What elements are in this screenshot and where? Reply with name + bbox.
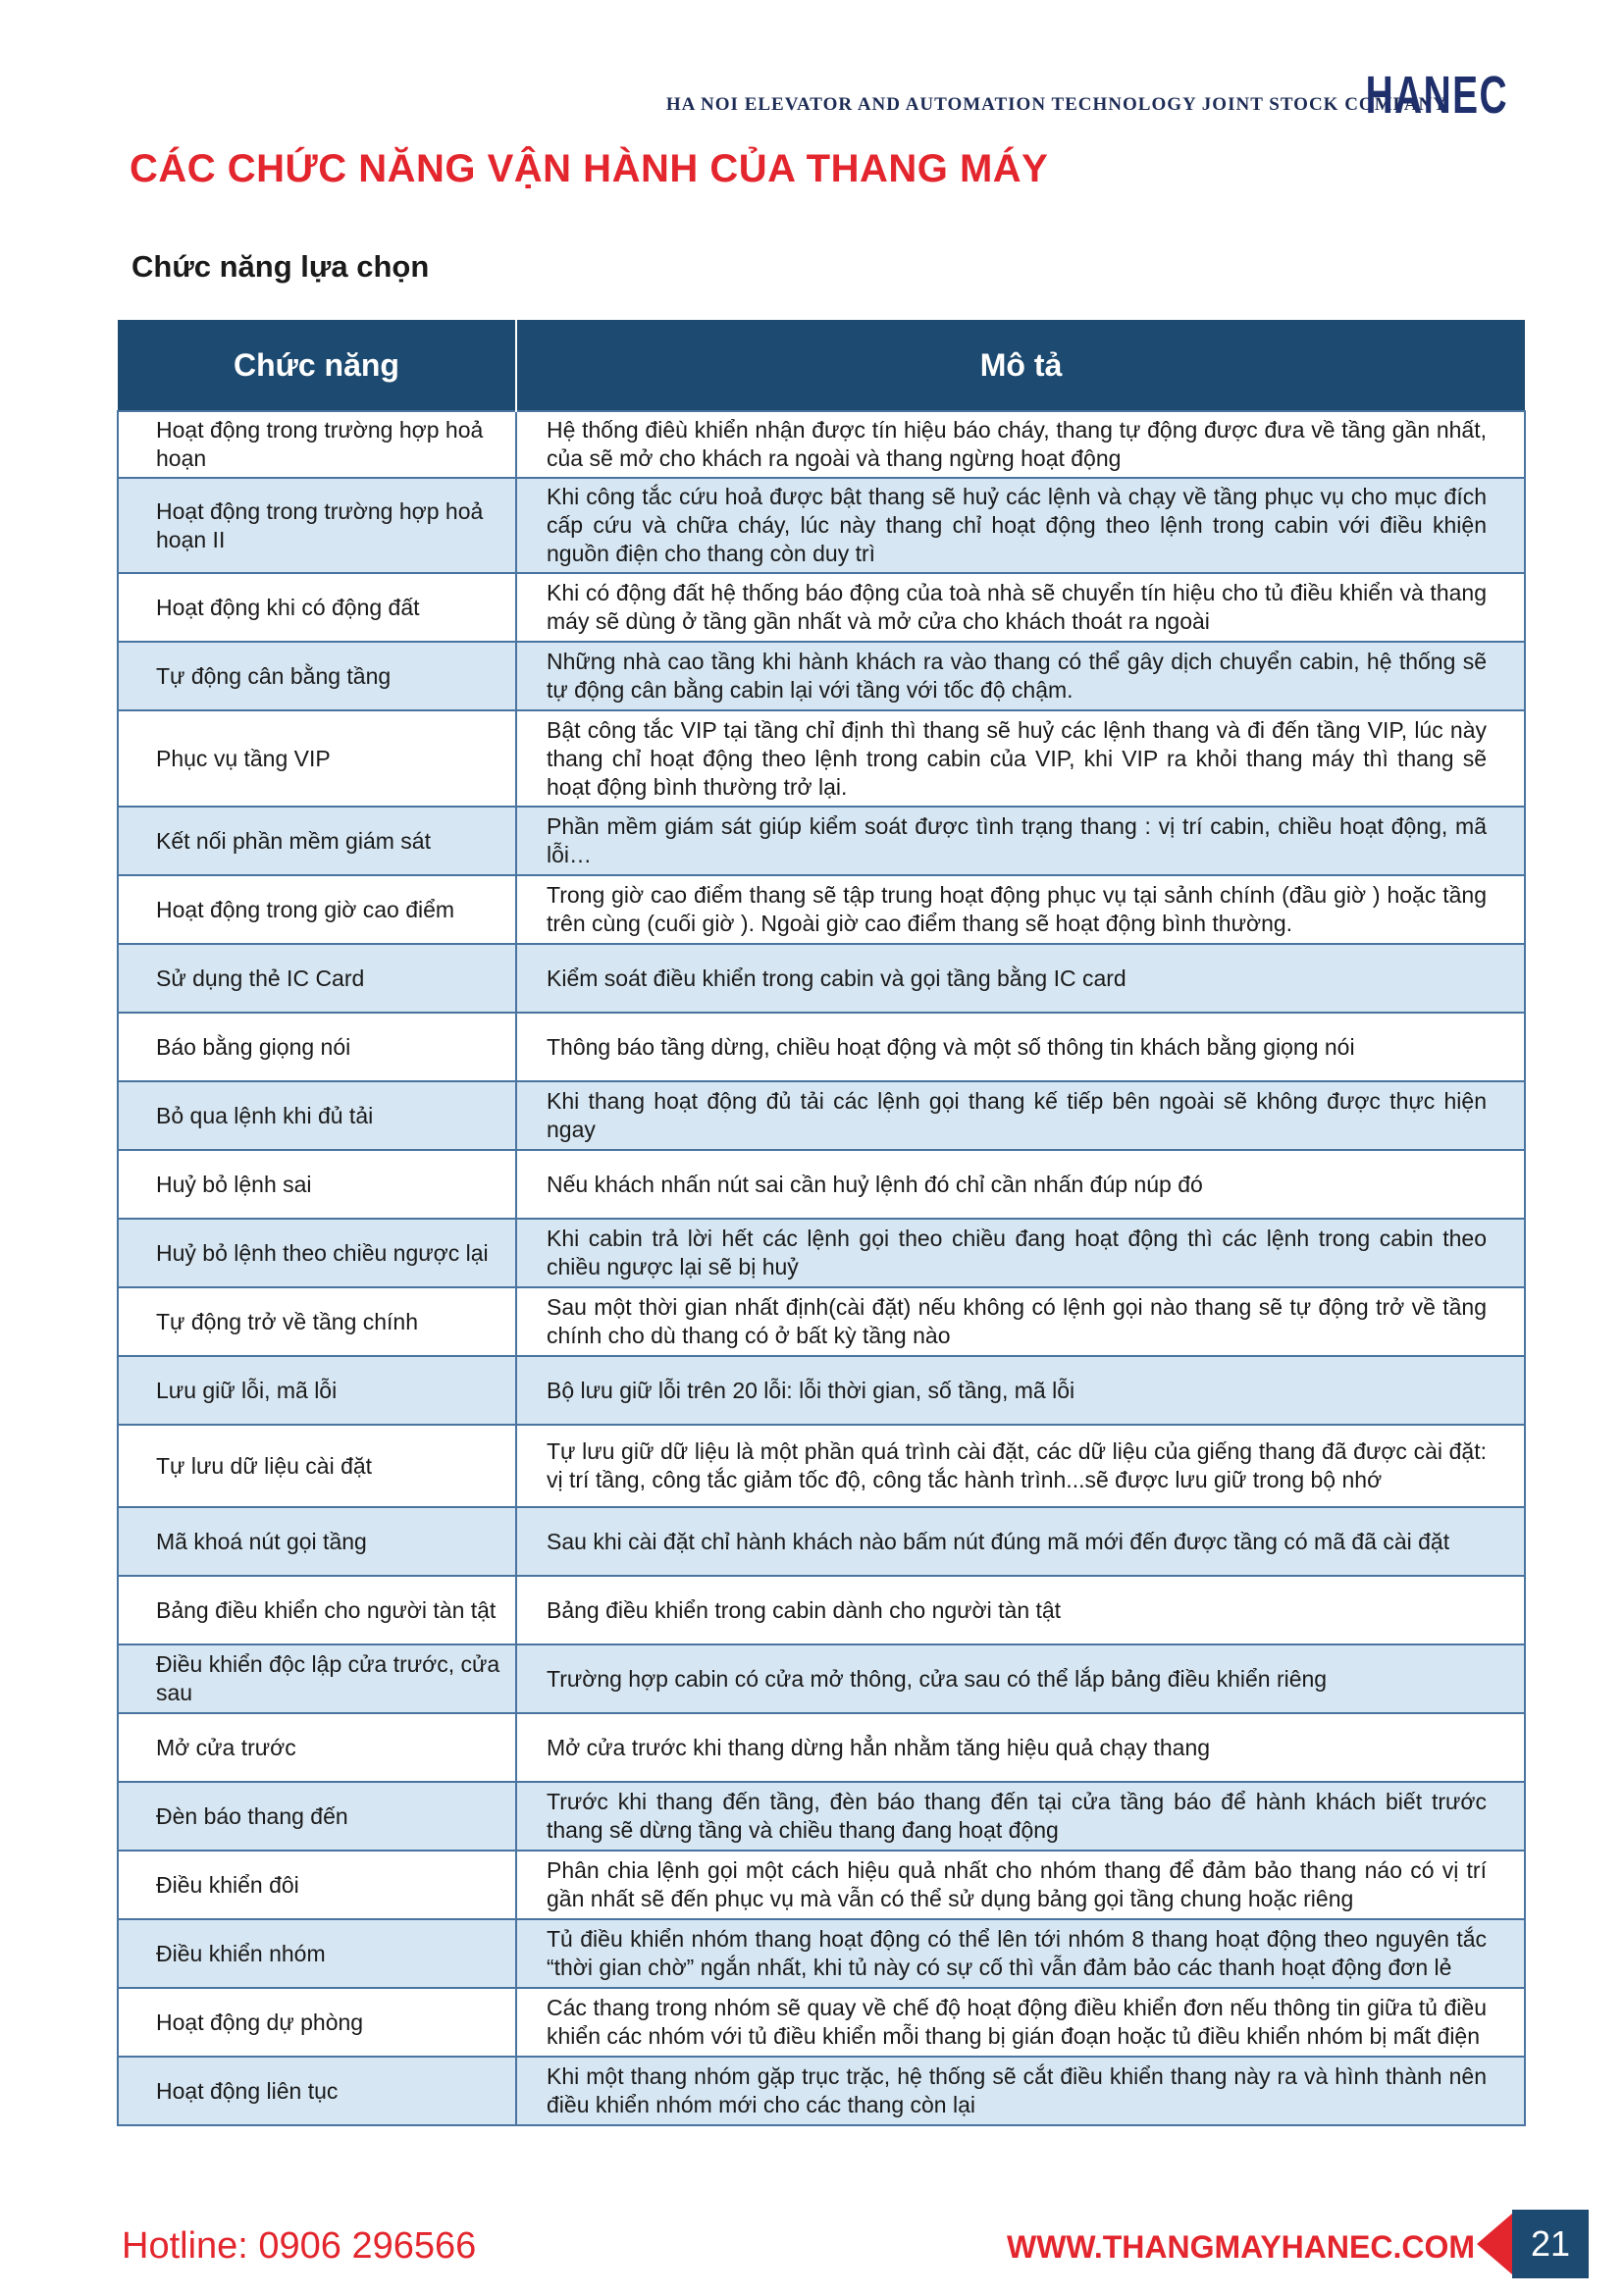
function-cell: Hoạt động khi có động đất [118, 573, 516, 642]
column-header-function: Chức năng [118, 320, 516, 411]
function-cell: Phục vụ tầng VIP [118, 710, 516, 807]
function-cell: Hoạt động dự phòng [118, 1988, 516, 2057]
company-name: HA NOI ELEVATOR AND AUTOMATION TECHNOLOGY JOINT STOCK COMPANY [665, 94, 1447, 115]
description-cell: Bảng điều khiển trong cabin dành cho người tàn tật [516, 1576, 1525, 1644]
function-cell: Điều khiển nhóm [118, 1919, 516, 1988]
function-cell: Tự lưu dữ liệu cài đặt [118, 1425, 516, 1507]
description-cell: Thông báo tầng dừng, chiều hoạt động và một số thông tin khách bằng giọng nói [516, 1013, 1525, 1081]
table-body [118, 411, 1525, 2125]
description-cell: Sau một thời gian nhất định(cài đặt) nếu không có lệnh gọi nào thang sẽ tự động trở về tầng chính cho dù thang có ở bất kỳ tầng nào [516, 1287, 1525, 1356]
description-cell: Tự lưu giữ dữ liệu là một phần quá trình cài đặt, các dữ liệu của giếng thang đã được cài đặt: vị trí tầng, công tắc giảm tốc độ, công tắc hành trình...sẽ được lưu giữ trong bộ nhớ [516, 1425, 1525, 1507]
function-cell: Báo bằng giọng nói [118, 1013, 516, 1081]
table-row [118, 1425, 1525, 1507]
page-number: 21 [1512, 2210, 1589, 2278]
table-row [118, 478, 1525, 573]
function-cell: Hoạt động liên tục [118, 2057, 516, 2125]
description-cell: Các thang trong nhóm sẽ quay về chế độ hoạt động điều khiển đơn nếu thông tin giữa tủ điều khiển các nhóm với tủ điều khiển mỗi thang bị gián đoạn hoặc tủ điều khiển nhóm bị mất điện [516, 1988, 1525, 2057]
function-cell: Mở cửa trước [118, 1713, 516, 1782]
table-row [118, 1644, 1525, 1713]
features-table [117, 320, 1526, 2126]
table-row [118, 1150, 1525, 1219]
description-cell: Những nhà cao tầng khi hành khách ra vào thang có thể gây dịch chuyển cabin, hệ thống sẽ tự động cân bằng cabin lại với tầng với tốc độ chậm. [516, 642, 1525, 710]
table-row [118, 1782, 1525, 1851]
table-row [118, 1507, 1525, 1576]
table-row [118, 573, 1525, 642]
table-row [118, 1081, 1525, 1150]
function-cell: Mã khoá nút gọi tầng [118, 1507, 516, 1576]
description-cell: Mở cửa trước khi thang dừng hẳn nhằm tăng hiệu quả chạy thang [516, 1713, 1525, 1782]
description-cell: Phân chia lệnh gọi một cách hiệu quả nhất cho nhóm thang để đảm bảo thang náo có vị trí gần nhất sẽ đến phục vụ mà vẫn có thể sử dụng bảng gọi tầng chung hoặc riêng [516, 1851, 1525, 1919]
function-cell: Đèn báo thang đến [118, 1782, 516, 1851]
table-row [118, 944, 1525, 1013]
description-cell: Sau khi cài đặt chỉ hành khách nào bấm nút đúng mã mới đến được tầng có mã đã cài đặt [516, 1507, 1525, 1576]
function-cell: Tự động trở về tầng chính [118, 1287, 516, 1356]
function-cell: Huỷ bỏ lệnh sai [118, 1150, 516, 1219]
description-cell: Kiểm soát điều khiển trong cabin và gọi tầng bằng IC card [516, 944, 1525, 1013]
function-cell: Hoạt động trong trường hợp hoả hoạn II [118, 478, 516, 573]
table-row [118, 1851, 1525, 1919]
function-cell: Sử dụng thẻ IC Card [118, 944, 516, 1013]
table-row [118, 2057, 1525, 2125]
table-row [118, 1919, 1525, 1988]
function-cell: Tự động cân bằng tầng [118, 642, 516, 710]
description-cell: Bộ lưu giữ lỗi trên 20 lỗi: lỗi thời gian, số tầng, mã lỗi [516, 1356, 1525, 1425]
column-header-description: Mô tả [516, 320, 1525, 411]
description-cell: Nếu khách nhấn nút sai cần huỷ lệnh đó chỉ cần nhấn đúp núp đó [516, 1150, 1525, 1219]
table-row [118, 1287, 1525, 1356]
function-cell: Hoạt động trong giờ cao điểm [118, 875, 516, 944]
page-title: CÁC CHỨC NĂNG VẬN HÀNH CỦA THANG MÁY [130, 147, 1049, 190]
table-header-row [118, 320, 1525, 411]
table-row [118, 1013, 1525, 1081]
company-logo: HANEC [1365, 66, 1508, 125]
footer-website: WWW.THANGMAYHANEC.COM [1007, 2229, 1475, 2265]
description-cell: Trong giờ cao điểm thang sẽ tập trung hoạt động phục vụ tại sảnh chính (đầu giờ ) hoặc tầng trên cùng (cuối giờ ). Ngoài giờ cao điểm thang sẽ hoạt động bình thường. [516, 875, 1525, 944]
footer-hotline: Hotline: 0906 296566 [122, 2225, 477, 2267]
table-row [118, 1356, 1525, 1425]
description-cell: Phần mềm giám sát giúp kiểm soát được tình trạng thang : vị trí cabin, chiều hoạt động, mã lỗi… [516, 807, 1525, 875]
table-row [118, 807, 1525, 875]
function-cell: Điều khiển độc lập cửa trước, cửa sau [118, 1644, 516, 1713]
function-cell: Kết nối phần mềm giám sát [118, 807, 516, 875]
description-cell: Khi thang hoạt động đủ tải các lệnh gọi thang kế tiếp bên ngoài sẽ không được thực hiện ngay [516, 1081, 1525, 1150]
function-cell: Huỷ bỏ lệnh theo chiều ngược lại [118, 1219, 516, 1287]
function-cell: Bảng điều khiển cho người tàn tật [118, 1576, 516, 1644]
table-row [118, 642, 1525, 710]
description-cell: Khi có động đất hệ thống báo động của toà nhà sẽ chuyển tín hiệu cho tủ điều khiển và thang máy sẽ dùng ở tầng gần nhất và mở cửa cho khách thoát ra ngoài [516, 573, 1525, 642]
table-row [118, 1988, 1525, 2057]
description-cell: Khi một thang nhóm gặp trục trặc, hệ thống sẽ cắt điều khiển thang này ra và hình thành nên điều khiển nhóm mới cho các thang còn lại [516, 2057, 1525, 2125]
description-cell: Khi công tắc cứu hoả được bật thang sẽ huỷ các lệnh và chạy về tầng phục vụ cho mục đích cấp cứu và chữa cháy, lúc này thang chỉ hoạt động theo lệnh trong cabin với điều khiện nguồn điện cho thang còn duy trì [516, 478, 1525, 573]
function-cell: Hoạt động trong trường hợp hoả hoạn [118, 411, 516, 478]
table-row [118, 875, 1525, 944]
function-cell: Bỏ qua lệnh khi đủ tải [118, 1081, 516, 1150]
description-cell: Tủ điều khiển nhóm thang hoạt động có thể lên tới nhóm 8 thang hoạt động theo nguyên tắc “thời gian chờ” ngắn nhất, khi tủ này có sự cố thì vẫn đảm bảo các thanh hoạt động đơn lẻ [516, 1919, 1525, 1988]
arrow-left-icon [1477, 2214, 1512, 2274]
description-cell: Hệ thống điêù khiển nhận được tín hiệu báo cháy, thang tự động được đưa về tầng gần nhất, của sẽ mở cho khách ra ngoài và thang ngừng hoạt động [516, 411, 1525, 478]
table-row [118, 411, 1525, 478]
table-row [118, 1576, 1525, 1644]
table-row [118, 1219, 1525, 1287]
description-cell: Bật công tắc VIP tại tầng chỉ định thì thang sẽ huỷ các lệnh thang và đi đến tầng VIP, lúc này thang chỉ hoạt động theo lệnh trong cabin của VIP, khi VIP ra khỏi thang máy thì thang sẽ hoạt động bình thường trở lại. [516, 710, 1525, 807]
function-cell: Lưu giữ lỗi, mã lỗi [118, 1356, 516, 1425]
table-row [118, 1713, 1525, 1782]
section-title: Chức năng lựa chọn [131, 249, 430, 284]
description-cell: Trường hợp cabin có cửa mở thông, cửa sau có thể lắp bảng điều khiển riêng [516, 1644, 1525, 1713]
function-cell: Điều khiển đôi [118, 1851, 516, 1919]
description-cell: Trước khi thang đến tầng, đèn báo thang đến tại cửa tầng báo để hành khách biết trước thang sẽ dừng tầng và chiều thang đang hoạt động [516, 1782, 1525, 1851]
table-row [118, 710, 1525, 807]
description-cell: Khi cabin trả lời hết các lệnh gọi theo chiều đang hoạt động thì các lệnh trong cabin theo chiều ngược lại sẽ bị huỷ [516, 1219, 1525, 1287]
